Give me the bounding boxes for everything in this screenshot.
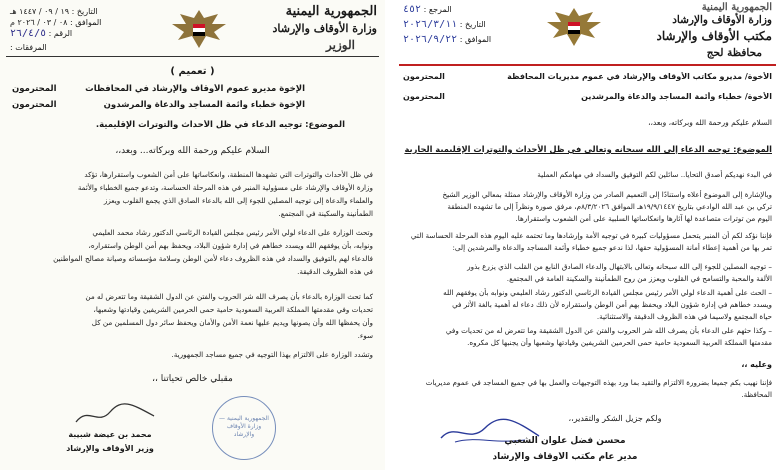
right-header-country: الجمهورية اليمنية: [701, 2, 772, 13]
right-paragraph-line: مقدمتها المملكة العربية السعودية حامية حمى الحرمين الشريفين وقيادتها وشعبها وأن يجنبها كل مكروه.: [467, 338, 772, 347]
right-signatory-name: محسن فضل علوان الشعبي: [504, 436, 626, 446]
left-paragraph-line: وأن يحفظها الله وأن يصونها ويديم عليها نعمة الأمن والأمان ويحفظ سائر دول المسلمين من كل: [91, 318, 373, 327]
right-document: [395, 0, 780, 470]
yemen-eagle-emblem-icon: [168, 6, 230, 52]
right-addressee-2-honorific: المحترمون: [403, 92, 445, 101]
right-paragraph-line: اليوم من توترات متصاعدة لها آثارها وانعكاساتها السلبية على أمن الشعوب واستقرارها.: [515, 214, 772, 223]
right-signatory-title: مدير عام مكتب الأوقاف والإرشاد: [492, 452, 638, 462]
right-paragraph-line: تمر بها من أهمية إعطاء أمانة المسؤولية حقها، لذا ندعو جميع خطباء وأئمة المساجد والدعاة والمرشدين إلى:: [452, 243, 772, 252]
left-header-country: الجمهورية اليمنية: [285, 4, 377, 19]
right-paragraph-line: الألفة والمحبة والتسامح في القلوب ويعزز من روح الطمأنينة والسكينة العامة في المجتمع.: [506, 274, 772, 283]
left-paragraph-line: في هذه الظروف الدقيقة.: [297, 267, 373, 276]
left-header-ministry: وزارة الأوقاف والإرشاد: [272, 22, 377, 35]
left-closing: مقبلي خالص تحياتنا ،،: [152, 374, 233, 384]
right-paragraph-line: – الحث على أهمية الدعاء لولي الأمر رئيس مجلس القيادة الرئاسي الدكتور رشاد العليمي ونوابه بأن يوفقهم الله: [443, 288, 772, 297]
right-wa-alaih: وعليه ،،: [741, 360, 772, 369]
left-paragraph-line: وزارة الأوقاف والإرشاد على مسؤولية المنبر في هذه المرحلة الحساسة، وتدعو جميع الخطباء والأئمة: [77, 183, 373, 192]
right-thanks: ولكم جزيل الشكر والتقدير،،: [568, 414, 662, 423]
right-header-office: مكتب الأوقاف والإرشاد: [656, 29, 772, 43]
left-document: [0, 0, 385, 470]
right-paragraph-line: فإننا نؤكد لكم أن المنبر يتحمل مسؤوليات كبيرة في توجيه الأمة وإرشادها وما تحتمه عليه اليوم هذه المرحلة الحساسة التي: [410, 231, 772, 240]
left-addressee-2-honorific: المحترمون: [12, 100, 57, 110]
right-header-rule: [399, 64, 776, 66]
right-addressee-1: الأخوة/ مديرو مكاتب الأوقاف والإرشاد في عموم مديريات المحافظة: [507, 72, 772, 81]
right-instruction-line: المحافظة.: [741, 390, 772, 399]
left-signature-icon: [70, 400, 160, 430]
left-addressee-1: الإخوة مديرو عموم الأوقاف والإرشاد في المحافظات: [85, 84, 305, 94]
right-paragraph-line: ويسدد خطاهم في إدارة شؤون البلاد ويحفظ بهم أمن الوطن واستقراره لأن ذلك دعاء له أهمية بالغة الأثر في: [452, 300, 772, 309]
left-paragraph-line: الطمأنينة والسكينة في المجتمع.: [278, 209, 373, 218]
left-meta-ref: الرقم : ٢٦/٤/٥: [10, 28, 73, 39]
right-addressee-1-honorific: المحترمون: [403, 72, 445, 81]
left-meta-date: التاريخ : ١٩ / ٠٩ / ١٤٤٧ هـ: [10, 7, 98, 16]
left-paragraph-line: كما تحث الوزارة بالدعاء بأن يصرف الله شر الحروب والفتن عن الدول الشقيقة وما تتعرض له من: [85, 292, 373, 301]
right-subject: الموضوع: توجيه الدعاء إلى الله سبحانه وتعالى في ظل الأحداث والتوترات الإقليمية الجارية: [404, 144, 772, 154]
left-subject: الموضوع: توجيه الدعاء في ظل الأحداث والتوترات الإقليمية.: [95, 120, 345, 130]
right-paragraph-line: تركي بن عبد الله الوادعي بتاريخ ١٩/٩/١٤٤٧هـ الموافق ٨/٣/٢٠٢٦م، مرفق صورة ونظراً إلى ما تشهده المنطقة: [447, 202, 772, 211]
left-meta-attachments: المرفقات :: [10, 43, 47, 52]
left-header-office: الوزير: [326, 38, 355, 52]
left-addressee-2: الإخوة خطباء وأئمة المساجد والدعاة والمرشدون: [103, 100, 305, 110]
right-paragraph-line: – توجيه المصلين للجوء إلى الله سبحانه وتعالى بالابتهال والدعاء الصادق النابع من القلب الذي يزرع بذور: [467, 262, 772, 271]
left-paragraph-line: سوء.: [357, 331, 373, 340]
left-greeting: السلام عليكم ورحمة الله وبركاته... وبعد،،: [115, 146, 270, 156]
right-header-governorate: محافظة لحج: [706, 47, 762, 59]
right-paragraph-line: – وكذا حثهم على الدعاء بأن يصرف الله شر الحروب والفتن عن الدول الشقيقة وما تتعرض له من تحديات وفي: [445, 326, 772, 335]
right-opening: في البدء نهديكم أصدق التحايا.. سائلين لكم التوفيق والسداد في مهامكم العملية: [537, 170, 772, 179]
left-paragraph-line: وتحث الوزارة على الدعاء لولي الأمر رئيس مجلس القيادة الرئاسي الدكتور رشاد محمد العليمي: [92, 228, 373, 237]
yemen-eagle-emblem-icon: [543, 4, 605, 50]
right-meta-date: التاريخ : ٢٠٢٦/٣/١١: [403, 19, 486, 30]
left-addressee-1-honorific: المحترمون: [12, 84, 57, 94]
left-paragraph-line: في ظل الأحداث والتوترات التي تشهدها المنطقة، وانعكاساتها على أمن الشعوب واستقرارها، تؤكد: [84, 170, 373, 179]
right-paragraph-line: حياة المجتمع ولاسيما في هذه الظروف الدقيقة والاستثنائية.: [596, 312, 772, 321]
left-paragraph-line: وتشدد الوزارة على الالتزام بهذا التوجيه في جميع مساجد الجمهورية.: [171, 350, 373, 359]
right-meta-corresponding: الموافق : ٢٠٢٦/٩/٢٢: [403, 34, 492, 45]
right-meta-ref: المرجع : ٤٥٢: [403, 4, 452, 15]
left-paragraph-line: والعلماء والدعاة إلى توجيه المصلين للجوء إلى الله بالدعاء الصادق الذي يجمع القلوب ويعزز: [103, 196, 373, 205]
left-signatory-name: محمد بن عيضة شبيبة: [68, 430, 152, 439]
right-paragraph-line: وبالإشارة إلى الموضوع أعلاه واستنادًا إلى التعميم الصادر من وزارة الأوقاف والإرشاد ممثلة بمعالي الوزير الشيخ: [442, 190, 772, 199]
right-instruction-line: فإننا نهيب بكم جميعا بضرورة الالتزام والتقيد بما ورد بهذه التوجيهات والعمل بها في جميع المساجد في عموم مديريات: [425, 378, 772, 387]
left-paragraph-line: تحديات وفي مقدمتها المملكة العربية السعودية حامية حمى الحرمين الشريفين وقيادتها وشعبها،: [93, 305, 373, 314]
right-greeting: السلام عليكم ورحمة الله وبركاته، وبعد،،: [648, 118, 772, 127]
left-header-rule: [6, 56, 379, 57]
left-paragraph-line: فالدعاء لهم بالتوفيق والسداد في هذه الظروف دعاء لأمن الوطن وسلامة مؤسساته وصيانة مصالح المواطنين: [53, 254, 373, 263]
page-divider: [385, 0, 395, 470]
left-circular-title: ( تعميم ): [170, 66, 215, 77]
left-official-seal: الجمهورية اليمنية — وزارة الأوقاف والإرشاد: [212, 396, 276, 460]
left-signatory-title: وزير الأوقاف والإرشاد: [66, 444, 154, 453]
left-paragraph-line: ونوابه، بأن يوفقهم الله ويسدد خطاهم في إدارة شؤون البلاد، ويحفظ بهم أمن الوطن واستقراره،: [88, 241, 373, 250]
right-header-ministry: وزارة الأوقاف والإرشاد: [672, 14, 772, 26]
left-meta-corresponding: الموافق : ٠٨ / ٠٣ / ٢٠٢٦ م: [10, 18, 102, 27]
right-addressee-2: الأخوة/ خطباء وأئمة المساجد والدعاة والمرشدين: [581, 92, 772, 101]
